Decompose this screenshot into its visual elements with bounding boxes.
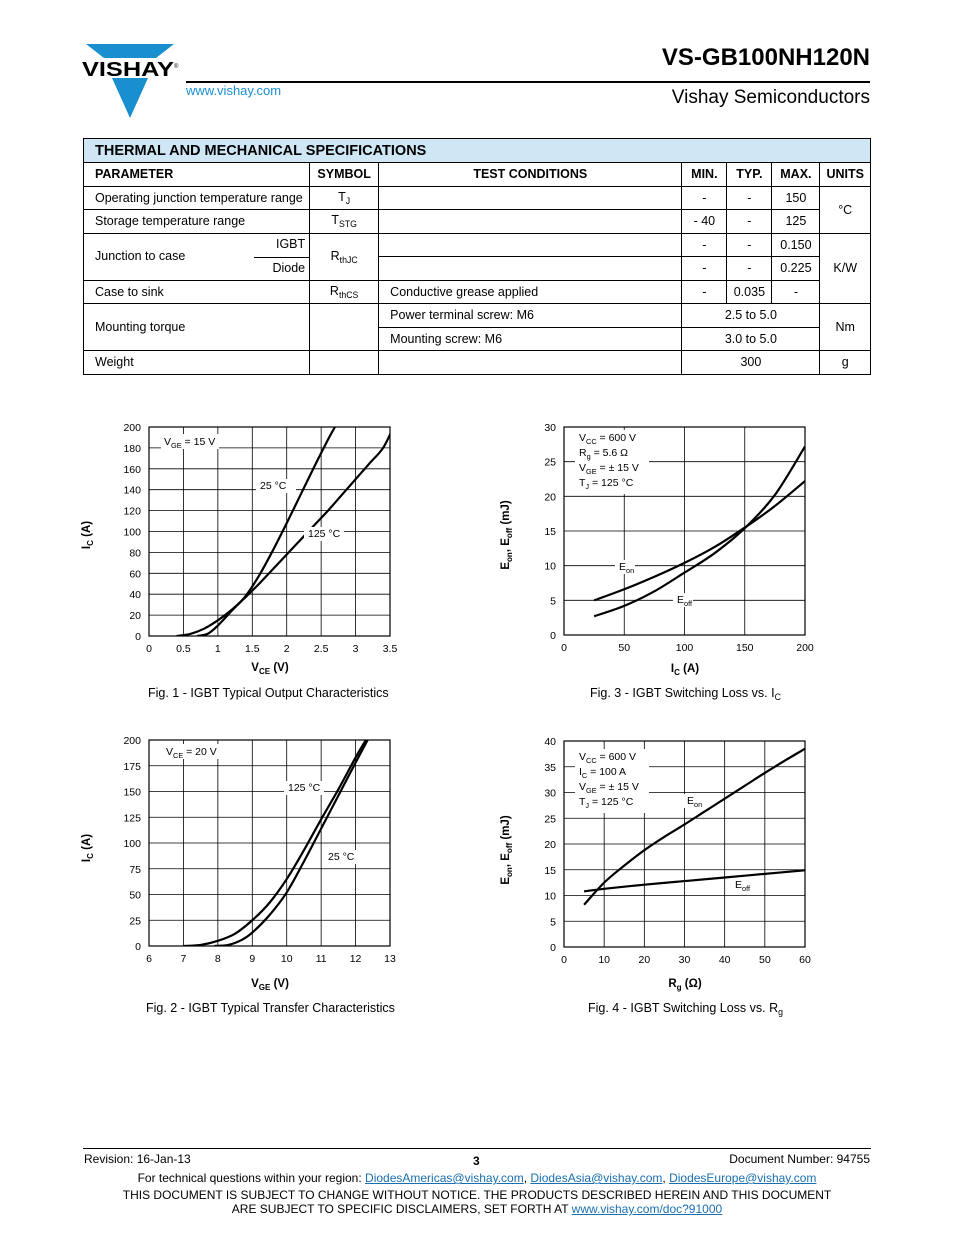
fig1-output-characteristics-chart: [80, 415, 410, 685]
y-tick-label: 60: [129, 568, 141, 581]
series-label-0: $E_{on}$: [687, 795, 703, 809]
y-tick-label: 200: [123, 422, 141, 434]
x-tick-label: 2: [283, 643, 290, 655]
thermal-mechanical-table: [83, 138, 871, 375]
col-symbol: SYMBOL: [310, 163, 379, 187]
series-line-1: [584, 870, 805, 891]
typ-rthjc-diode: -: [727, 257, 772, 281]
footer-notice-2: ARE SUBJECT TO SPECIFIC DISCLAIMERS, SET FORTH AT www.vishay.com/doc?91000: [231, 1202, 723, 1216]
y-tick-label: 10: [544, 560, 556, 573]
typ-tj: -: [727, 186, 772, 210]
x-tick-label: 150: [735, 642, 754, 654]
series-label-1: $E_{off}$: [735, 879, 751, 893]
param-rthjc-igbt: IGBT: [275, 236, 306, 251]
y-tick-label: 175: [123, 760, 141, 773]
fig4-caption: Fig. 4 - IGBT Switching Loss vs. $R_g$: [588, 1001, 783, 1017]
x-tick-label: 50: [618, 642, 631, 654]
val-weight: 300: [682, 351, 820, 375]
col-parameter: PARAMETER: [84, 163, 310, 187]
max-rthjc-diode: 0.225: [772, 257, 820, 281]
param-rthcs: Case to sink: [84, 280, 310, 304]
footer-revision: Revision: 16-Jan-13: [84, 1152, 191, 1166]
fig2-transfer-characteristics-chart: [80, 730, 410, 1000]
param-rthjc: [84, 233, 310, 280]
col-test-conditions: TEST CONDITIONS: [379, 163, 682, 187]
x-tick-label: 3: [352, 643, 359, 655]
x-tick-label: 1: [214, 643, 221, 655]
condition-line: $I_C = 100$ A: [579, 766, 627, 780]
x-tick-label: 0: [561, 954, 567, 966]
typ-rthjc-igbt: -: [727, 233, 772, 257]
y-tick-label: 40: [129, 589, 141, 602]
x-axis-label: $R_g$ (Ω): [668, 978, 702, 992]
fig3-caption: Fig. 3 - IGBT Switching Loss vs. $I_C$: [590, 686, 781, 702]
y-tick-label: 160: [123, 463, 141, 476]
cond-tstg: [379, 210, 682, 234]
col-typ: TYP.: [727, 163, 772, 187]
footer-notice-1: THIS DOCUMENT IS SUBJECT TO CHANGE WITHOUT NOTICE. THE PRODUCTS DESCRIBED HEREIN AND THIS DOCUMENT: [122, 1188, 832, 1202]
x-tick-label: 6: [146, 953, 152, 965]
table-header-row: [84, 163, 871, 187]
col-min: MIN.: [682, 163, 727, 187]
unit-temp: °C: [820, 186, 871, 233]
disclaimer-link[interactable]: www.vishay.com/doc?91000: [571, 1202, 723, 1216]
unit-kw: K/W: [820, 233, 871, 304]
x-tick-label: 3.5: [382, 643, 398, 655]
y-tick-label: 20: [544, 839, 556, 851]
y-axis-label: $E_{on}$, $E_{off}$ (mJ): [500, 815, 514, 885]
max-rthjc-igbt: 0.150: [772, 233, 820, 257]
y-tick-label: 50: [129, 889, 141, 902]
fig3-switching-loss-vs-ic-chart: [495, 415, 825, 685]
x-tick-label: 30: [678, 954, 691, 966]
max-tj: 150: [772, 186, 820, 210]
svg-text:®: ®: [174, 64, 179, 70]
fig1-caption: Fig. 1 - IGBT Typical Output Characteristics: [148, 686, 389, 700]
min-rthjc-igbt: -: [682, 233, 727, 257]
y-tick-label: 15: [544, 526, 556, 538]
y-tick-label: 0: [550, 942, 556, 954]
y-tick-label: 120: [123, 505, 141, 518]
table-row: [84, 280, 871, 304]
series-line-1: [594, 481, 805, 600]
val-torque-terminal: 2.5 to 5.0: [682, 304, 820, 328]
vishay-wordmark: VISHAY: [82, 58, 175, 81]
x-tick-label: 10: [598, 954, 611, 966]
email-americas-link[interactable]: DiodesAmericas@vishay.com: [365, 1171, 524, 1185]
x-axis-label: $V_{CE}$ (V): [251, 662, 289, 676]
x-axis-label: $I_C$ (A): [670, 663, 700, 677]
table-row: [84, 351, 871, 375]
table-row: [84, 233, 871, 257]
y-tick-label: 40: [544, 736, 556, 748]
y-tick-label: 5: [550, 916, 556, 929]
x-tick-label: 7: [180, 953, 187, 965]
unit-nm: Nm: [820, 304, 871, 351]
y-tick-label: 25: [129, 915, 141, 928]
table-title: THERMAL AND MECHANICAL SPECIFICATIONS: [84, 139, 871, 163]
y-tick-label: 200: [123, 735, 141, 747]
series-label-1: 125 °C: [308, 528, 341, 540]
y-tick-label: 150: [123, 786, 141, 799]
y-tick-label: 75: [129, 863, 141, 876]
condition-line: $R_g = 5.6$ Ω: [579, 447, 629, 461]
y-tick-label: 0: [135, 941, 141, 953]
y-tick-label: 35: [544, 761, 556, 774]
x-tick-label: 60: [799, 954, 811, 966]
min-rthjc-diode: -: [682, 257, 727, 281]
x-tick-label: 50: [758, 954, 771, 966]
param-weight: Weight: [84, 351, 310, 375]
condition-line: $V_{CC} = 600$ V: [579, 751, 637, 765]
footer-page-number: 3: [473, 1154, 480, 1168]
condition-line: $V_{GE}$ = ± 15 V: [579, 462, 639, 476]
col-units: UNITS: [820, 163, 871, 187]
x-tick-label: 20: [638, 954, 651, 966]
condition-line: $T_J = 125$ °C: [579, 796, 634, 810]
cond-rthcs: Conductive grease applied: [379, 280, 682, 304]
email-asia-link[interactable]: DiodesAsia@vishay.com: [530, 1171, 663, 1185]
unit-g: g: [820, 351, 871, 375]
x-tick-label: 12: [349, 953, 362, 965]
y-axis-label: $E_{on}$, $E_{off}$ (mJ): [500, 500, 514, 570]
x-tick-label: 11: [315, 953, 327, 965]
footer-contact: For technical questions within your region: DiodesAmericas@vishay.com, DiodesAsia@vishay.com, DiodesEurope@vishay.com: [137, 1171, 817, 1185]
x-tick-label: 200: [796, 642, 814, 654]
val-torque-mounting: 3.0 to 5.0: [682, 327, 820, 351]
fig2-caption: Fig. 2 - IGBT Typical Transfer Characteristics: [146, 1001, 395, 1015]
x-tick-label: 8: [214, 953, 221, 965]
condition-line: $V_{CC} = 600$ V: [579, 432, 637, 446]
x-tick-label: 9: [249, 953, 256, 965]
x-tick-label: 1.5: [244, 643, 260, 655]
min-tstg: - 40: [682, 210, 727, 234]
typ-rthcs: 0.035: [727, 280, 772, 304]
cond-rthjc-diode: [379, 257, 682, 281]
header-rule: [186, 81, 870, 83]
x-tick-label: 2.5: [313, 643, 329, 655]
x-tick-label: 13: [384, 953, 396, 965]
max-rthcs: -: [772, 280, 820, 304]
y-tick-label: 10: [544, 890, 556, 903]
param-rthjc-label: Junction to case: [95, 248, 186, 263]
series-label-0: 25 °C: [260, 480, 287, 492]
symbol-rthcs: $R_{thCS}$: [310, 280, 379, 304]
x-tick-label: 0.5: [176, 643, 191, 655]
x-tick-label: 0: [561, 642, 567, 654]
y-tick-label: 180: [123, 442, 141, 455]
cond-rthjc-igbt: [379, 233, 682, 257]
series-label-1: $E_{off}$: [677, 594, 693, 608]
vishay-logo: [82, 44, 182, 120]
y-tick-label: 100: [123, 526, 141, 539]
series-label-0: 125 °C: [288, 782, 321, 794]
series-label-1: 25 °C: [328, 851, 355, 863]
symbol-rthjc: $R_{thJC}$: [310, 233, 379, 280]
y-tick-label: 25: [544, 813, 556, 826]
symbol-tj: $T_J$: [310, 186, 379, 210]
param-tstg: Storage temperature range: [84, 210, 310, 234]
x-tick-label: 40: [718, 954, 731, 966]
symbol-tstg: $T_{STG}$: [310, 210, 379, 234]
y-tick-label: 30: [544, 787, 556, 800]
footer-rule: [83, 1148, 871, 1149]
y-tick-label: 80: [129, 547, 141, 560]
y-tick-label: 20: [129, 610, 141, 623]
part-number: VS-GB100NH120N: [661, 44, 870, 71]
fig4-switching-loss-vs-rg-chart: [495, 730, 825, 1000]
x-tick-label: 100: [675, 642, 694, 654]
min-tj: -: [682, 186, 727, 210]
y-tick-label: 15: [544, 864, 556, 877]
symbol-torque: [310, 304, 379, 351]
typ-tstg: -: [727, 210, 772, 234]
condition-label: $V_{GE} = 15$ V: [164, 436, 216, 450]
x-tick-label: 10: [280, 953, 293, 965]
y-tick-label: 140: [123, 484, 141, 497]
condition-line: $T_J = 125$ °C: [579, 477, 634, 491]
y-tick-label: 100: [123, 838, 141, 850]
param-rthjc-diode: Diode: [272, 260, 306, 275]
y-tick-label: 20: [544, 491, 556, 504]
table-row: [84, 210, 871, 234]
condition-line: $V_{GE}$ = ± 15 V: [579, 781, 639, 795]
param-torque: Mounting torque: [84, 304, 310, 351]
y-tick-label: 25: [544, 456, 556, 469]
y-axis-label: $I_C$ (A): [81, 833, 95, 863]
col-max: MAX.: [772, 163, 820, 187]
condition-label: $V_{CE} = 20$ V: [166, 746, 217, 760]
param-tj: Operating junction temperature range: [84, 186, 310, 210]
x-axis-label: $V_{GE}$ (V): [251, 978, 289, 992]
footer-doc-number: Document Number: 94755: [729, 1152, 870, 1166]
y-tick-label: 5: [550, 595, 556, 608]
cond-weight: [379, 351, 682, 375]
min-rthcs: -: [682, 280, 727, 304]
series-label-0: $E_{on}$: [619, 561, 635, 575]
cond-tj: [379, 186, 682, 210]
header-url[interactable]: www.vishay.com: [186, 83, 282, 98]
y-axis-label: $I_C$ (A): [81, 520, 95, 550]
table-row: [84, 304, 871, 328]
company-name: Vishay Semiconductors: [671, 87, 870, 108]
max-tstg: 125: [772, 210, 820, 234]
symbol-weight: [310, 351, 379, 375]
email-europe-link[interactable]: DiodesEurope@vishay.com: [669, 1171, 817, 1185]
y-tick-label: 0: [550, 630, 556, 642]
y-tick-label: 30: [544, 422, 556, 434]
x-tick-label: 0: [146, 643, 152, 655]
cond-torque-mounting: Mounting screw: M6: [379, 327, 682, 351]
cond-torque-terminal: Power terminal screw: M6: [379, 304, 682, 328]
y-tick-label: 0: [135, 631, 141, 643]
table-row: [84, 186, 871, 210]
y-tick-label: 125: [123, 812, 141, 825]
